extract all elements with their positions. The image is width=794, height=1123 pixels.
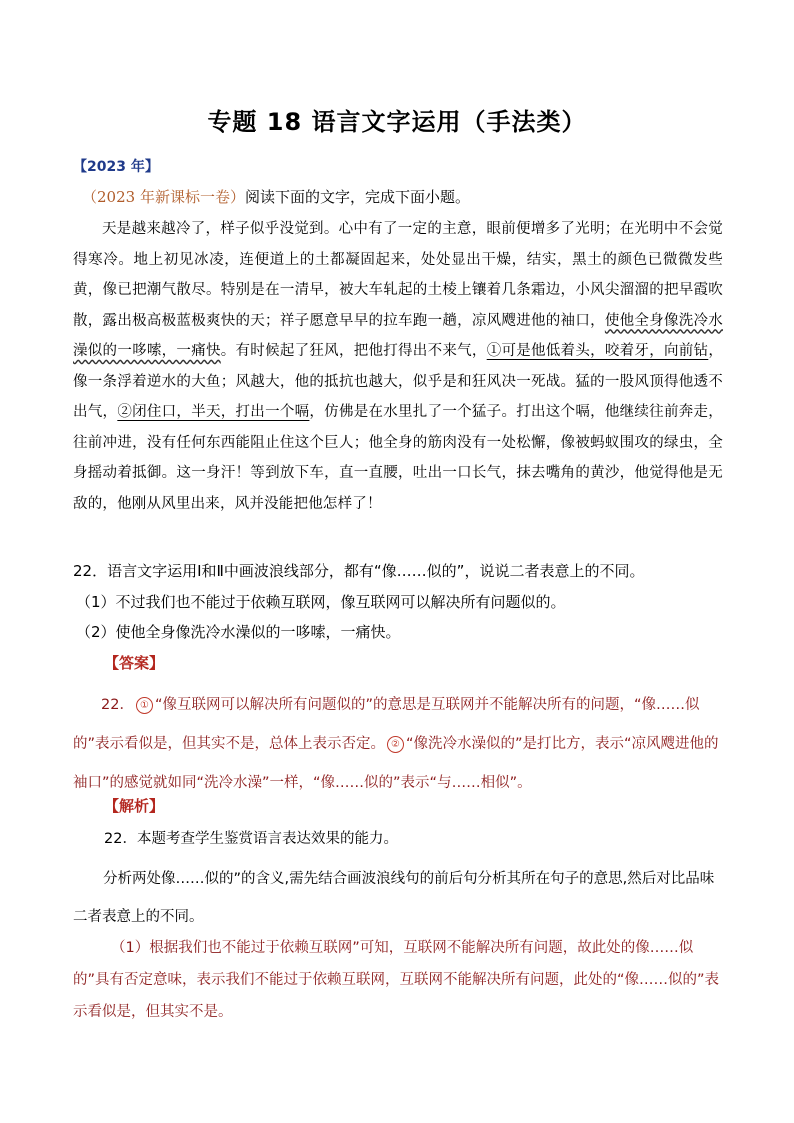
analysis-paragraph-3	[73, 932, 725, 1028]
analysis-text: 分析两处像……似的”的含义,需先结合画波浪线句的前后句分析其所在句子的意思,然后对比品味二者表意上的不同。	[73, 871, 715, 925]
answer-tag: 【答案】	[104, 654, 165, 672]
exam-source: （2023 年新课标一卷）	[82, 188, 245, 206]
answer-paragraph	[73, 686, 725, 803]
circled-one-icon: ①	[136, 697, 153, 714]
passage-text: 。有时候起了狂风，把他打得出不来气，	[220, 343, 487, 359]
passage-text: ，像一条浮着逆水的大鱼；风越大，他的抵抗也越大，似乎是和狂风决一死战。猛的一股风顶得他透不出气，	[73, 343, 724, 420]
instruction-text: 阅读下面的文字，完成下面小题。	[244, 188, 470, 206]
analysis-text: （1）根据我们也不能过于依赖互联网”可知，互联网不能解决所有问题，故此处的像……似的”具有否定意味，表示我们不能过于依赖互联网，互联网不能解决所有问题，此处的“像……似的”表示看似是，但其实不是。	[73, 940, 720, 1020]
circled-two-icon: ②	[387, 736, 404, 753]
answer-block	[73, 686, 725, 803]
year-section-tag: 【2023 年】	[73, 159, 159, 175]
underlined-sentence-1: ①可是他低着头，咬着牙，向前钻	[486, 343, 709, 359]
passage-text: 天是越来越冷了，样子似乎没觉到。心中有了一定的主意，眼前便增多了光明；在光明中不会觉得寒冷。地上初见冰凌，连便道上的土都凝固起来，处处显出干燥，结实，黑土的颜色已微微发些黄，像已把潮气散尽。特别是在一清早，被大车轧起的土棱上镶着几条霜边，小风尖溜溜的把早霞吹散，露出极高极蓝极爽快的天；祥子愿意早早的拉车跑一趟，凉风飕进他的袖口，	[73, 221, 723, 329]
analysis-paragraph-2	[73, 860, 725, 936]
question-option-1: （1）不过我们也不能过于依赖互联网，像互联网可以解决所有问题似的。	[76, 593, 566, 611]
analysis-tag: 【解析】	[104, 797, 165, 815]
passage-paragraph	[73, 214, 723, 519]
source-instruction	[82, 186, 470, 207]
question-option-2: （2）使他全身像洗冷水澡似的一哆嗦，一痛快。	[76, 623, 401, 641]
answer-number: 22．	[101, 697, 134, 713]
underlined-sentence-2: ②闭住口，半天，打出一个嗝	[117, 404, 310, 420]
reading-passage	[73, 214, 723, 519]
question-22: 22．语言文字运用Ⅰ和Ⅱ中画波浪线部分，都有“像……似的”，说说二者表意上的不同。	[73, 562, 645, 580]
wavy-underlined-sentence: 使他全身像洗冷水澡似的一哆嗦，一痛快	[73, 312, 723, 359]
analysis-line-1: 22．本题考查学生鉴赏语言表达效果的能力。	[104, 831, 398, 847]
page-title: 专题 18 语言文字运用（手法类）	[207, 108, 587, 136]
answer-part-1: “像互联网可以解决所有问题似的”的意思是互联网并不能解决所有的问题，“像……似的”表示看似是，但其实不是，总体上表示否定。	[73, 697, 700, 752]
passage-text: ，仿佛是在水里扎了一个猛子。打出这个嗝，他继续往前奔走，往前冲进，没有任何东西能阻止住这个巨人；他全身的筋肉没有一处松懈，像被蚂蚁围攻的绿虫，全身摇动着抵御。这一身汗！等到放下车，直一直腰，吐出一口长气，抹去嘴角的黄沙，他觉得他是无敌的，他刚从风里出来，风并没能把他怎样了！	[73, 404, 723, 512]
answer-part-2: “像洗冷水澡似的”是打比方，表示“凉风飕进他的袖口”的感觉就如同“洗冷水澡”一样，“像……似的”表示“与……相似”。	[73, 736, 719, 791]
